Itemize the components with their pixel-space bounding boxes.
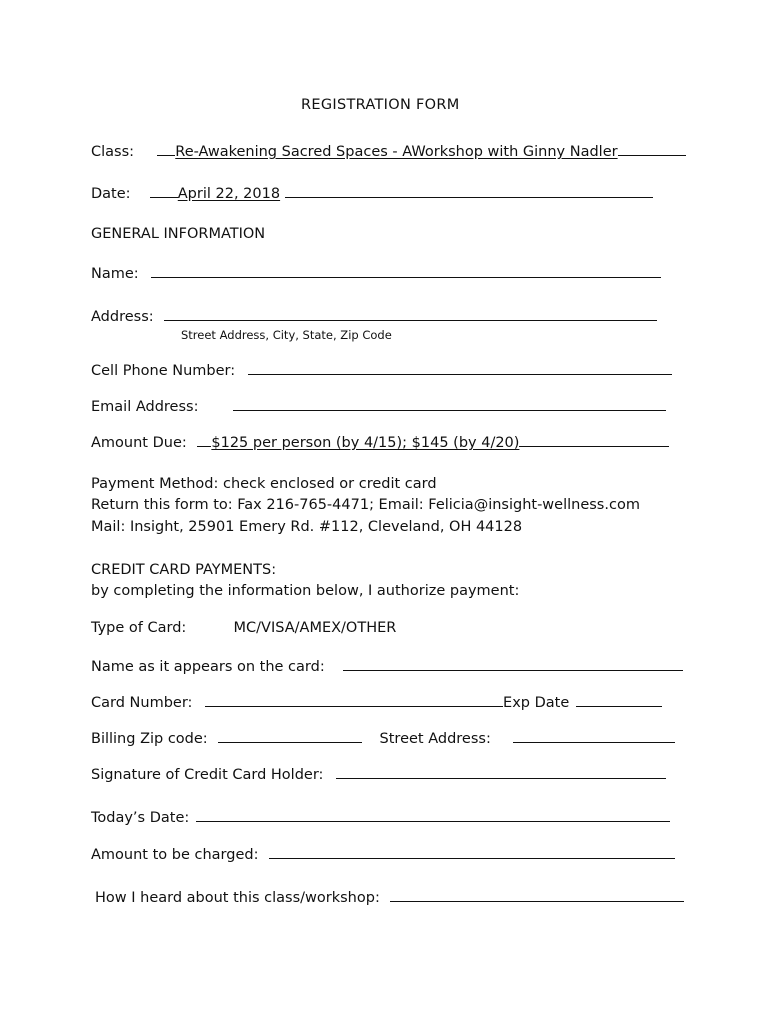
zip-field[interactable] <box>218 727 362 743</box>
heard-label: How I heard about this class/workshop: <box>95 890 380 906</box>
name-row <box>91 262 661 283</box>
address-hint: Street Address, City, State, Zip Code <box>181 328 392 342</box>
signature-label: Signature of Credit Card Holder: <box>91 767 324 783</box>
card-type-value: MC/VISA/AMEX/OTHER <box>233 620 397 636</box>
amount-label: Amount Due: <box>91 435 187 451</box>
cell-label: Cell Phone Number: <box>91 363 236 379</box>
address-row <box>91 305 657 326</box>
today-label: Today’s Date: <box>91 810 190 826</box>
name-field[interactable] <box>151 262 661 278</box>
heard-field[interactable] <box>390 886 684 902</box>
zip-street-row <box>91 727 675 748</box>
card-number-row <box>91 691 662 712</box>
name-label: Name: <box>91 266 139 282</box>
card-type-row <box>91 619 396 637</box>
zip-label: Billing Zip code: <box>91 731 208 747</box>
today-row <box>91 806 670 827</box>
date-line-right <box>285 182 653 198</box>
class-row <box>91 140 686 161</box>
mail-line: Mail: Insight, 25901 Emery Rd. #112, Cleveland, OH 44128 <box>91 519 523 535</box>
return-line: Return this form to: Fax 216-765-4471; Email: Felicia@insight-wellness.com <box>91 497 640 513</box>
date-label: Date: <box>91 186 131 202</box>
amount-row <box>91 431 669 452</box>
class-label: Class: <box>91 144 135 160</box>
form-title: REGISTRATION FORM <box>301 97 460 113</box>
heard-row <box>95 886 684 907</box>
cc-heading: CREDIT CARD PAYMENTS: <box>91 562 277 578</box>
card-number-field[interactable] <box>205 691 503 707</box>
amount-value[interactable]: $125 per person (by 4/15); $145 (by 4/20) <box>211 435 520 451</box>
cell-row <box>91 359 672 380</box>
date-row <box>91 182 653 203</box>
email-field[interactable] <box>233 395 666 411</box>
amount-charged-field[interactable] <box>269 843 675 859</box>
address-field[interactable] <box>164 305 657 321</box>
general-heading: GENERAL INFORMATION <box>91 226 266 242</box>
exp-date-field[interactable] <box>576 691 662 707</box>
signature-row <box>91 763 666 784</box>
name-on-card-label: Name as it appears on the card: <box>91 659 325 675</box>
amount-charged-row <box>91 843 675 864</box>
class-value[interactable]: Re-Awakening Sacred Spaces - AWorkshop with Ginny Nadler <box>175 144 618 160</box>
email-row <box>91 395 666 416</box>
class-line-left <box>157 140 175 156</box>
today-field[interactable] <box>196 806 670 822</box>
address-label: Address: <box>91 309 154 325</box>
street-label: Street Address: <box>379 731 491 747</box>
amount-charged-label: Amount to be charged: <box>91 847 259 863</box>
street-field[interactable] <box>513 727 675 743</box>
card-number-label: Card Number: <box>91 695 193 711</box>
payment-method: Payment Method: check enclosed or credit card <box>91 476 437 492</box>
email-label: Email Address: <box>91 399 199 415</box>
name-on-card-row <box>91 655 683 676</box>
signature-field[interactable] <box>336 763 666 779</box>
amount-line-left <box>197 431 211 447</box>
date-value[interactable]: April 22, 2018 <box>177 186 281 202</box>
name-on-card-field[interactable] <box>343 655 683 671</box>
cc-authorize: by completing the information below, I authorize payment: <box>91 583 520 599</box>
cell-field[interactable] <box>248 359 672 375</box>
date-line-left <box>150 182 178 198</box>
card-type-label: Type of Card: <box>91 620 187 636</box>
exp-label: Exp Date <box>503 695 570 711</box>
amount-line-right <box>519 431 669 447</box>
class-line-right <box>618 140 686 156</box>
